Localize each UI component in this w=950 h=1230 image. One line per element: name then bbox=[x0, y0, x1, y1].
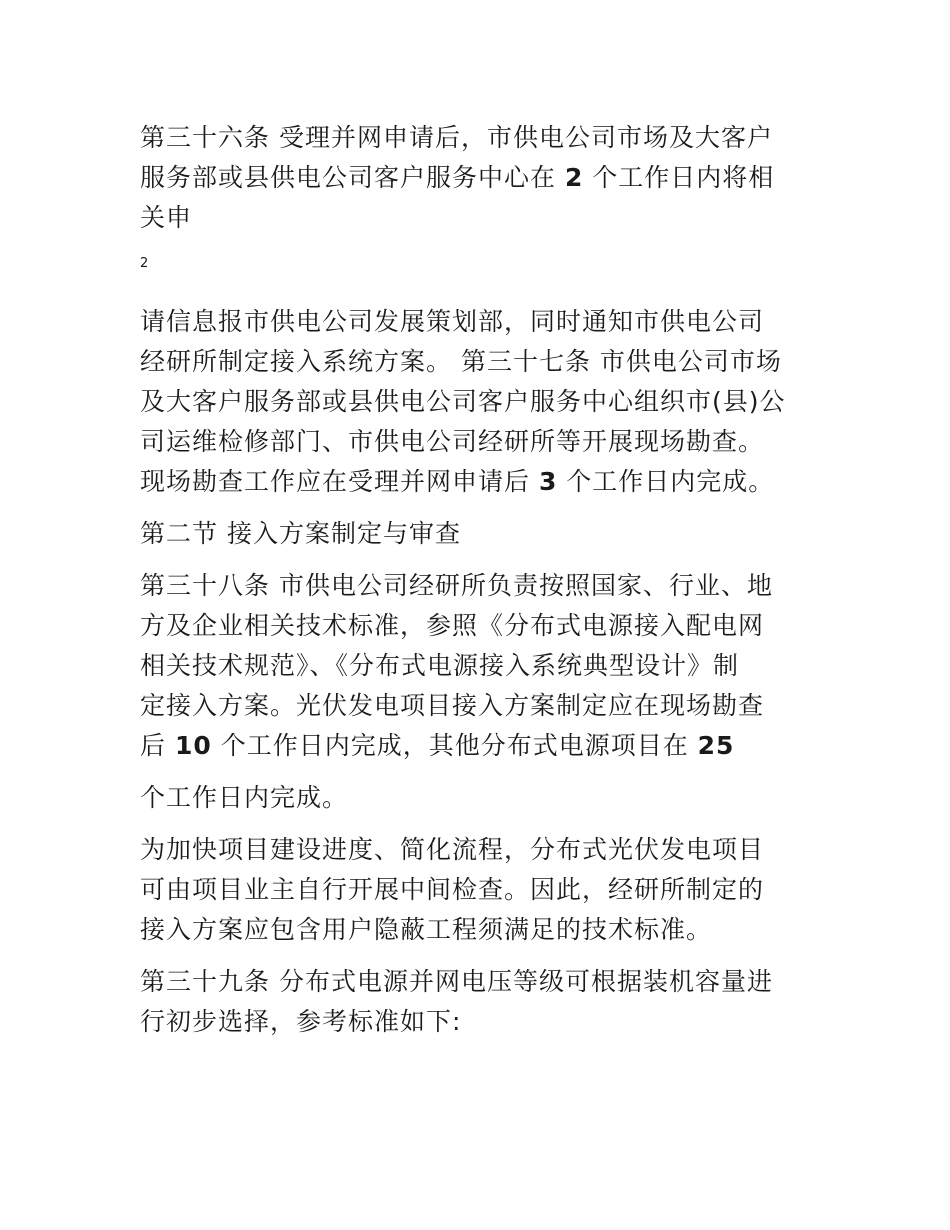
text-line: 第三十九条 分布式电源并网电压等级可根据装机容量进 bbox=[140, 967, 773, 996]
text-line: 司运维检修部门、市供电公司经研所等开展现场勘查。 bbox=[140, 427, 765, 456]
text-line: 方及企业相关技术标准，参照《分布式电源接入配电网 bbox=[140, 611, 765, 640]
text-line: 为加快项目建设进度、简化流程，分布式光伏发电项目 bbox=[140, 835, 765, 864]
text-line: 相关技术规范》、《分布式电源接入系统典型设计》制 bbox=[140, 651, 740, 680]
article-37-paragraph bbox=[140, 302, 820, 502]
section-heading bbox=[140, 514, 820, 554]
text-line: 定接入方案。光伏发电项目接入方案制定应在现场勘查 bbox=[140, 691, 765, 720]
text-line: 第三十六条 受理并网申请后，市供电公司市场及大客户 bbox=[140, 123, 773, 152]
text-line: 关申 bbox=[140, 203, 193, 232]
article-36-paragraph bbox=[140, 118, 820, 238]
article-38-paragraph bbox=[140, 566, 820, 766]
text-line: 个工作日内完成。 bbox=[140, 783, 349, 812]
document-page bbox=[140, 118, 820, 1042]
day-count: 2 bbox=[564, 163, 584, 192]
day-count: 3 bbox=[538, 467, 558, 496]
text-line: 经研所制定接入系统方案。 第三十七条 市供电公司市场 bbox=[140, 347, 782, 376]
pv-note-paragraph bbox=[140, 830, 820, 950]
text-line: 可由项目业主自行开展中间检查。因此，经研所制定的 bbox=[140, 875, 765, 904]
section-title: 第二节 接入方案制定与审查 bbox=[140, 519, 461, 548]
text-line: 请信息报市供电公司发展策划部，同时通知市供电公司 bbox=[140, 307, 765, 336]
text-fragment: 服务部或县供电公司客户服务中心在 bbox=[140, 163, 565, 192]
text-line bbox=[140, 462, 820, 502]
text-line bbox=[140, 726, 820, 766]
text-fragment: 个工作日内完成，其他分布式电源项目在 bbox=[211, 731, 698, 760]
day-count: 25 bbox=[697, 731, 735, 760]
text-fragment: 个工作日内将相 bbox=[583, 163, 775, 192]
text-line: 及大客户服务部或县供电公司客户服务中心组织市(县)公 bbox=[140, 387, 786, 416]
text-line: 行初步选择，参考标准如下: bbox=[140, 1007, 462, 1036]
text-line bbox=[140, 158, 820, 198]
text-fragment: 个工作日内完成。 bbox=[557, 467, 775, 496]
text-fragment: 现场勘查工作应在受理并网申请后 bbox=[140, 467, 539, 496]
article-39-paragraph bbox=[140, 962, 820, 1042]
article-38-continuation bbox=[140, 778, 820, 818]
page-number: 2 bbox=[140, 256, 149, 271]
text-line: 第三十八条 市供电公司经研所负责按照国家、行业、地 bbox=[140, 571, 773, 600]
text-fragment: 后 bbox=[140, 731, 175, 760]
day-count: 10 bbox=[174, 731, 212, 760]
text-line: 接入方案应包含用户隐蔽工程须满足的技术标准。 bbox=[140, 915, 713, 944]
